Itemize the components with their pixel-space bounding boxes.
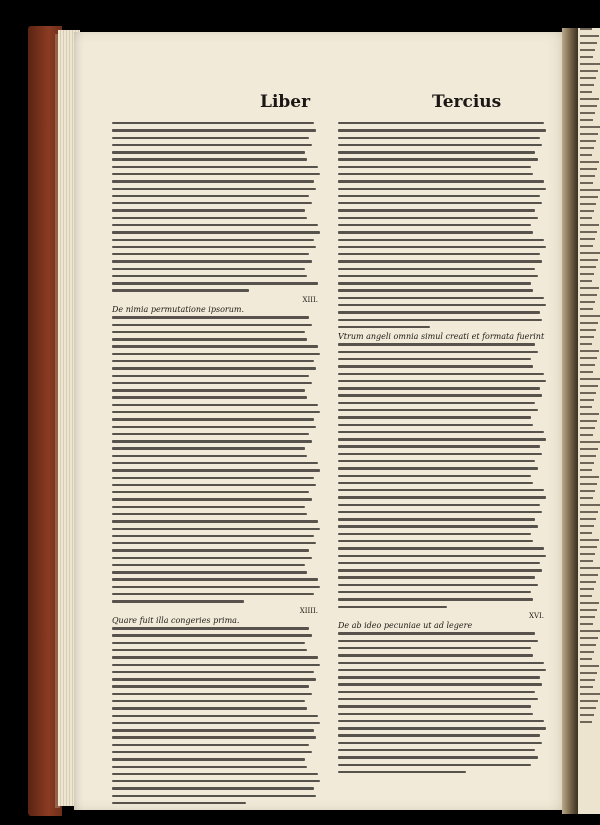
text-line [338, 180, 544, 182]
text-line [580, 126, 600, 128]
text-line [338, 231, 533, 233]
text-line [112, 707, 307, 709]
text-line [580, 147, 594, 149]
text-line [338, 584, 538, 586]
chapter-heading: Quare fuit illa congeries prima. [112, 615, 240, 625]
running-head [74, 92, 574, 116]
text-line [580, 98, 599, 100]
text-line [112, 634, 312, 636]
text-line [338, 453, 542, 455]
text-column-right [338, 122, 548, 778]
text-line [112, 693, 312, 695]
text-line [112, 144, 312, 146]
text-line [338, 540, 533, 542]
text-line [112, 158, 307, 160]
text-line [580, 497, 593, 499]
text-line [338, 640, 538, 642]
text-line [580, 392, 596, 394]
text-line [112, 217, 307, 219]
text-line [338, 547, 544, 549]
text-line [338, 647, 531, 649]
text-line [338, 705, 531, 707]
text-line [580, 119, 593, 121]
text-line [338, 224, 531, 226]
text-line [580, 336, 594, 338]
text-line [112, 231, 320, 233]
left-page [74, 32, 574, 810]
text-line [112, 418, 314, 420]
text-line [112, 360, 314, 362]
text-line [338, 727, 546, 729]
text-line [112, 664, 320, 666]
text-line [338, 166, 531, 168]
text-line [112, 209, 305, 211]
text-line [580, 322, 598, 324]
text-line [580, 168, 597, 170]
text-line [580, 189, 600, 191]
text-line [580, 238, 595, 240]
text-line [112, 528, 320, 530]
text-line [580, 525, 594, 527]
text-line [338, 749, 535, 751]
text-line [580, 693, 600, 695]
text-line [338, 698, 538, 700]
chapter-heading: Vtrum angeli omnia simul creati et formata fuerint [338, 332, 545, 342]
text-line [338, 734, 540, 736]
running-head-right: Tercius [432, 92, 502, 112]
text-line [580, 252, 600, 254]
text-line [338, 137, 540, 139]
text-line [580, 462, 594, 464]
text-line [580, 217, 592, 219]
text-line [580, 553, 595, 555]
text-line [112, 787, 314, 789]
text-line [580, 245, 593, 247]
text-line [580, 714, 594, 716]
text-line [580, 609, 597, 611]
text-line [580, 448, 598, 450]
text-line [580, 301, 595, 303]
text-line [112, 715, 318, 717]
text-line [580, 210, 594, 212]
text-line [338, 297, 544, 299]
text-line [580, 399, 594, 401]
text-line [580, 581, 596, 583]
text-line [112, 137, 309, 139]
text-line [112, 491, 309, 493]
text-line [338, 409, 538, 411]
text-line [338, 122, 544, 124]
text-line [338, 683, 542, 685]
text-line [580, 588, 594, 590]
text-line [580, 70, 598, 72]
text-line [338, 282, 531, 284]
text-line [338, 431, 544, 433]
text-line [580, 112, 595, 114]
text-line [580, 567, 600, 569]
text-line [338, 365, 533, 367]
text-line [338, 720, 544, 722]
text-line [338, 569, 542, 571]
text-line [338, 525, 538, 527]
text-line [338, 394, 542, 396]
text-line [338, 188, 546, 190]
text-line [112, 224, 318, 226]
text-line [338, 351, 538, 353]
text-line [580, 273, 594, 275]
text-line [580, 406, 592, 408]
text-line [580, 532, 592, 534]
text-line [112, 729, 314, 731]
text-line [112, 600, 244, 602]
text-line [580, 721, 592, 723]
text-line [338, 239, 544, 241]
text-line [112, 246, 316, 248]
text-line [580, 483, 597, 485]
text-line [112, 331, 305, 333]
text-line [338, 676, 540, 678]
text-line [580, 420, 597, 422]
text-line [580, 686, 593, 688]
text-line [112, 758, 305, 760]
text-line [338, 358, 531, 360]
text-line [580, 560, 593, 562]
text-line [338, 424, 533, 426]
text-line [580, 154, 592, 156]
text-line [112, 188, 316, 190]
text-line [580, 294, 597, 296]
open-book [28, 22, 600, 819]
text-line [580, 616, 595, 618]
text-line [338, 129, 546, 131]
text-line [580, 28, 592, 30]
text-line [338, 343, 535, 345]
text-line [580, 357, 597, 359]
text-line [338, 632, 535, 634]
text-line [580, 42, 597, 44]
text-line [580, 56, 593, 58]
text-line [112, 542, 316, 544]
text-line [580, 700, 598, 702]
text-line [112, 180, 314, 182]
text-line [338, 246, 546, 248]
chapter-heading: De ab ideo pecuniae ut ad legere [338, 621, 473, 631]
text-line [112, 375, 309, 377]
text-line [112, 780, 320, 782]
text-line [338, 402, 535, 404]
text-line [580, 644, 596, 646]
text-line [338, 217, 538, 219]
right-page-edge [578, 28, 600, 814]
text-line [338, 467, 538, 469]
text-line [338, 691, 535, 693]
text-line [580, 259, 598, 261]
text-line [580, 315, 600, 317]
text-line [338, 144, 542, 146]
text-line [580, 231, 597, 233]
text-line [580, 574, 598, 576]
text-line [338, 591, 531, 593]
text-line [580, 679, 595, 681]
text-line [580, 266, 596, 268]
text-line [112, 353, 320, 355]
text-line [580, 182, 593, 184]
text-line [580, 105, 597, 107]
text-line [580, 364, 595, 366]
text-line [112, 260, 312, 262]
text-line [580, 518, 596, 520]
text-line [580, 630, 600, 632]
text-line [580, 546, 597, 548]
text-line [112, 802, 246, 804]
text-block [338, 343, 548, 608]
text-line [580, 140, 596, 142]
text-line [338, 380, 546, 382]
text-line [112, 535, 314, 537]
text-line [112, 202, 312, 204]
text-line [112, 593, 314, 595]
text-line [338, 764, 531, 766]
chapter-numeral: XIII. [302, 295, 318, 304]
text-line [112, 557, 312, 559]
text-line [338, 489, 544, 491]
text-line [580, 707, 596, 709]
text-line [338, 438, 546, 440]
text-line [112, 382, 312, 384]
text-line [580, 490, 595, 492]
text-line [580, 91, 592, 93]
text-line [112, 129, 316, 131]
text-line [580, 595, 592, 597]
text-line [338, 555, 546, 557]
text-line [338, 460, 535, 462]
text-line [112, 426, 316, 428]
text-line [112, 122, 314, 124]
text-line [580, 637, 598, 639]
text-line [338, 416, 531, 418]
text-line [338, 173, 533, 175]
text-line [338, 742, 542, 744]
text-line [112, 685, 309, 687]
text-line [580, 665, 599, 667]
text-line [338, 771, 466, 773]
text-line [338, 275, 538, 277]
text-line [338, 756, 538, 758]
text-line [112, 433, 309, 435]
text-block [338, 632, 548, 773]
text-block [338, 122, 548, 328]
text-line [580, 280, 592, 282]
text-line [112, 316, 309, 318]
text-line [580, 350, 599, 352]
text-line [112, 795, 316, 797]
text-line [112, 396, 307, 398]
text-line [338, 253, 540, 255]
text-line [112, 166, 318, 168]
text-line [112, 736, 316, 738]
text-line [338, 504, 540, 506]
text-line [338, 598, 533, 600]
text-line [580, 539, 599, 541]
text-line [112, 239, 314, 241]
text-line [338, 654, 533, 656]
text-line [112, 498, 312, 500]
text-line [580, 455, 596, 457]
text-line [338, 373, 544, 375]
text-line [580, 77, 596, 79]
text-line [338, 533, 531, 535]
text-line [338, 151, 535, 153]
text-line [112, 404, 318, 406]
text-line [580, 413, 599, 415]
chapter-heading: De nimia permutatione ipsorum. [112, 305, 244, 315]
text-block [112, 122, 322, 292]
text-line [580, 343, 592, 345]
text-line [580, 371, 593, 373]
text-line [580, 434, 593, 436]
text-line [112, 564, 305, 566]
text-line [580, 672, 597, 674]
text-line [580, 308, 593, 310]
text-line [112, 324, 312, 326]
text-line [112, 462, 318, 464]
text-line [112, 440, 312, 442]
text-line [112, 275, 307, 277]
text-line [580, 224, 599, 226]
text-line [112, 268, 305, 270]
text-line [112, 642, 305, 644]
text-line [112, 520, 318, 522]
text-line [338, 445, 540, 447]
text-line [338, 496, 546, 498]
text-line [338, 268, 535, 270]
text-line [580, 49, 595, 51]
text-line [580, 175, 595, 177]
text-line [112, 151, 305, 153]
text-line [338, 511, 542, 513]
text-line [112, 549, 309, 551]
text-line [580, 511, 598, 513]
text-line [338, 311, 540, 313]
text-line [112, 411, 320, 413]
chapter-numeral: XIIII. [299, 606, 318, 615]
running-head-left: Liber [260, 92, 311, 112]
text-line [338, 576, 535, 578]
text-line [112, 773, 318, 775]
text-line [112, 469, 320, 471]
text-line [112, 484, 316, 486]
text-line [112, 671, 314, 673]
text-line [112, 571, 307, 573]
text-line [112, 455, 307, 457]
text-line [112, 447, 305, 449]
text-line [580, 287, 599, 289]
text-line [580, 133, 598, 135]
text-line [580, 385, 598, 387]
text-line [580, 196, 598, 198]
text-line [112, 345, 318, 347]
text-line [580, 63, 600, 65]
text-line [580, 203, 596, 205]
text-line [112, 678, 316, 680]
leather-cover [28, 26, 62, 816]
text-line [112, 367, 316, 369]
text-line [112, 173, 320, 175]
text-line [338, 606, 447, 608]
text-line [112, 289, 249, 291]
text-block [112, 627, 322, 804]
text-line [112, 751, 312, 753]
text-block [112, 316, 322, 602]
text-line [112, 766, 307, 768]
text-line [338, 260, 542, 262]
text-line [112, 389, 305, 391]
text-line [112, 578, 318, 580]
text-line [112, 744, 309, 746]
text-line [580, 602, 599, 604]
text-line [338, 475, 531, 477]
text-line [338, 669, 546, 671]
text-line [338, 209, 535, 211]
text-line [112, 513, 307, 515]
text-line [112, 195, 309, 197]
text-line [338, 713, 533, 715]
text-line [580, 623, 593, 625]
text-line [112, 338, 307, 340]
text-line [112, 627, 309, 629]
text-line [580, 329, 596, 331]
text-line [338, 387, 540, 389]
text-line [112, 656, 318, 658]
text-line [112, 477, 314, 479]
text-line [580, 469, 592, 471]
text-line [338, 202, 542, 204]
text-line [338, 662, 544, 664]
text-line [580, 84, 594, 86]
text-line [580, 378, 600, 380]
text-line [580, 427, 595, 429]
text-line [112, 253, 309, 255]
text-line [338, 326, 430, 328]
text-line [580, 441, 600, 443]
text-line [112, 722, 320, 724]
text-line [112, 649, 307, 651]
text-line [338, 158, 538, 160]
text-line [112, 506, 305, 508]
chapter-numeral: XVI. [528, 611, 544, 620]
text-column-left [112, 122, 322, 809]
text-line [338, 195, 540, 197]
text-line [580, 651, 594, 653]
text-line [112, 282, 318, 284]
text-line [338, 482, 533, 484]
text-line [338, 304, 546, 306]
text-line [112, 700, 305, 702]
text-line [580, 35, 599, 37]
text-line [338, 319, 542, 321]
text-line [580, 504, 600, 506]
text-line [580, 161, 599, 163]
text-line [580, 476, 599, 478]
text-line [338, 518, 535, 520]
text-line [338, 562, 540, 564]
text-line [338, 289, 533, 291]
text-line [112, 586, 320, 588]
text-line [580, 658, 592, 660]
